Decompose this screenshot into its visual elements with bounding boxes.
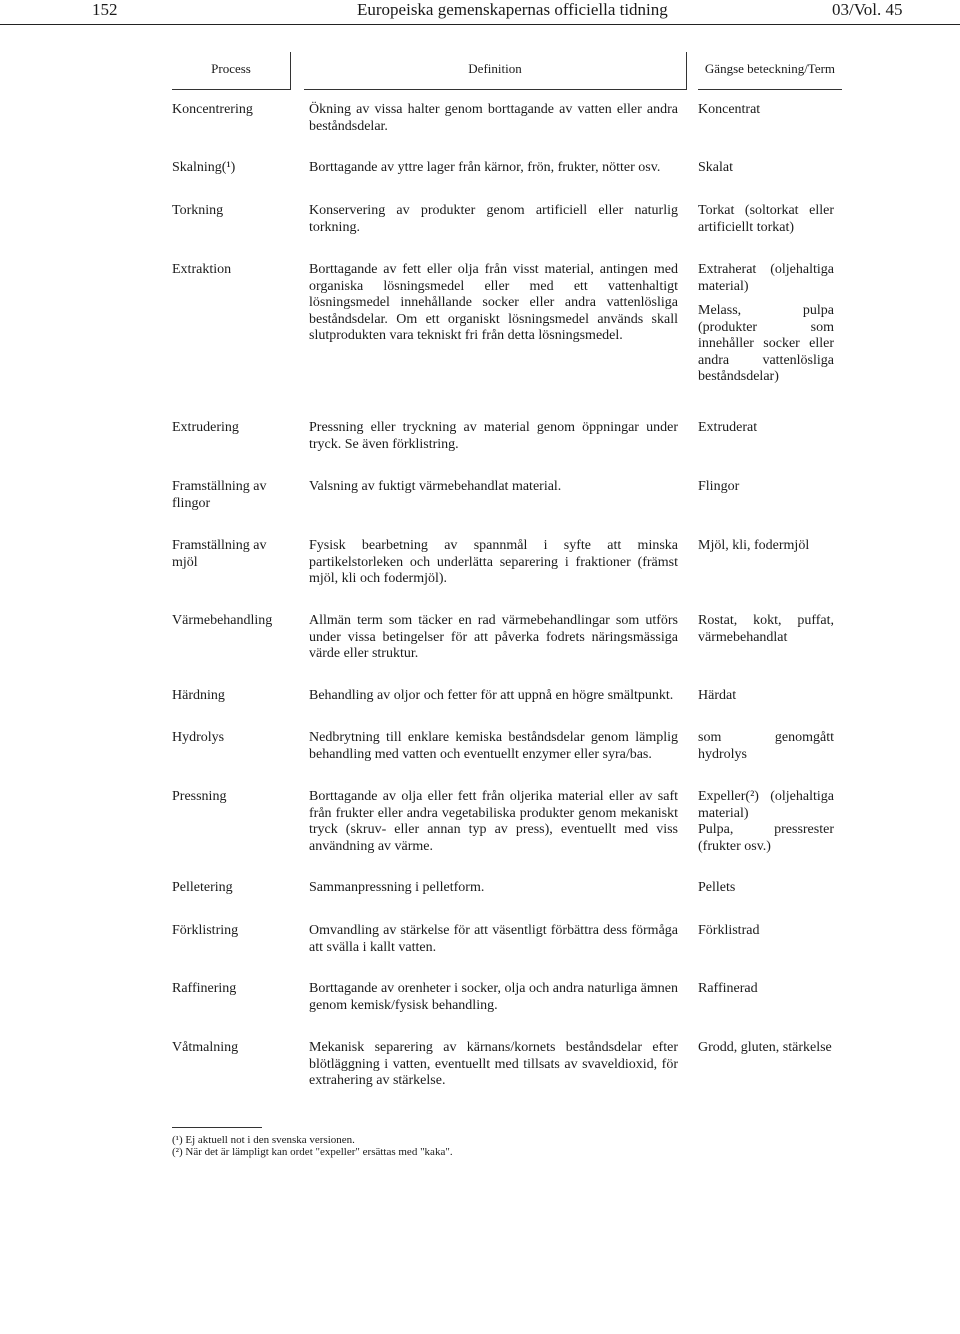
process-cell: Pressning: [172, 789, 227, 804]
column-header-term: Gängse beteckning/Term: [698, 52, 842, 90]
process-cell: Förklistring: [172, 923, 239, 938]
process-cell: Raffinering: [172, 981, 237, 996]
definition-cell: Valsning av fuktigt värmebehandlat material.: [309, 479, 562, 494]
column-divider: [686, 52, 687, 90]
footnote-rule: [172, 1127, 262, 1128]
term-cell: Koncentrat: [698, 102, 761, 117]
definition-cell: Nedbrytning till enklare kemiska beståndsdelar genom lämplig behandling med vatten och eventuellt enzymer eller syra/bas.: [309, 730, 678, 762]
definition-cell: Behandling av oljor och fetter för att uppnå en högre smältpunkt.: [309, 688, 674, 703]
header-rule: [0, 24, 960, 25]
definition-cell: Fysisk bearbetning av spannmål i syfte att minska partikelstorleken och underlätta separering i fraktioner (främst mjöl, kli och fodermjöl).: [309, 538, 678, 586]
term-cell: Expeller(²) (oljehaltiga material): [698, 789, 834, 821]
term-cell: Raffinerad: [698, 981, 758, 996]
page-number: 152: [92, 0, 118, 19]
term-cell: Extraherat (oljehaltiga material): [698, 262, 834, 294]
process-cell: Extraktion: [172, 262, 232, 277]
term-cell: Härdat: [698, 688, 737, 703]
definition-cell: Borttagande av olja eller fett från oljerika material eller av saft från frukter eller andra vegetabiliska produkter genom mekaniskt tryck (skruv- eller annan typ av press), eventuellt med viss användning av värme.: [309, 789, 678, 854]
definition-cell: Borttagande av fett eller olja från visst material, antingen med organiska lösningsmedel eller med ett vattenhaltigt lösningsmedel innehållande socker eller andra vattenlösliga beståndsdelar. Om ett organiskt lösningsmedel används skall slutprodukten vara tekniskt fri från detta lösningsmedel.: [309, 262, 678, 343]
term-cell: Skalat: [698, 160, 733, 175]
column-header-process: Process: [172, 52, 290, 90]
process-cell: Torkning: [172, 203, 224, 218]
column-header-definition: Definition: [304, 52, 686, 90]
volume-label: 03/Vol. 45: [832, 0, 903, 19]
definition-cell: Pressning eller tryckning av material genom öppningar under tryck. Se även förklistring.: [309, 420, 678, 452]
page-header: [0, 0, 960, 22]
process-cell: Våtmalning: [172, 1040, 239, 1055]
process-cell: Pelletering: [172, 880, 233, 895]
process-cell: Hydrolys: [172, 730, 225, 745]
term-cell: som genomgått hydrolys: [698, 730, 834, 762]
process-cell: Värmebehandling: [172, 613, 273, 628]
term-cell: Extruderat: [698, 420, 758, 435]
term-cell: Melass, pulpa (produkter som innehåller socker eller andra vattenlösliga beståndsdelar): [698, 303, 834, 384]
term-cell: Pellets: [698, 880, 736, 895]
definition-cell: Borttagande av yttre lager från kärnor, frön, frukter, nötter osv.: [309, 160, 661, 175]
definition-cell: Sammanpressning i pelletform.: [309, 880, 485, 895]
definition-cell: Borttagande av orenheter i socker, olja och andra naturliga ämnen genom kemisk/fysisk behandling.: [309, 981, 678, 1013]
term-cell: Mjöl, kli, fodermjöl: [698, 538, 810, 553]
term-cell: Förklistrad: [698, 923, 760, 938]
term-cell: Grodd, gluten, stärkelse: [698, 1040, 832, 1055]
definition-cell: Mekanisk separering av kärnans/kornets beståndsdelar efter blötläggning i vatten, eventuellt med tillsats av svaveldioxid, för extrahering av stärkelse.: [309, 1040, 678, 1088]
term-cell: Rostat, kokt, puffat, värmebehandlat: [698, 613, 834, 645]
journal-title: Europeiska gemenskapernas officiella tidning: [357, 0, 668, 19]
process-cell: Koncentrering: [172, 102, 253, 117]
term-cell: Flingor: [698, 479, 740, 494]
definition-cell: Allmän term som täcker en rad värmebehandlingar som utförs under vissa betingelser för att påverka fodrets näringsmässiga värde eller struktur.: [309, 613, 678, 661]
term-cell: Pulpa, pressrester (frukter osv.): [698, 822, 834, 854]
definition-cell: Omvandling av stärkelse för att väsentligt förbättra dess förmåga att svälla i kallt vatten.: [309, 923, 678, 955]
process-cell: Framställning av mjöl: [172, 538, 267, 570]
definition-cell: Ökning av vissa halter genom borttagande av vatten eller andra beståndsdelar.: [309, 102, 678, 134]
process-cell: Skalning(¹): [172, 160, 236, 175]
process-cell: Extrudering: [172, 420, 239, 435]
footnote-1: (¹) Ej aktuell not i den svenska versionen.: [172, 1134, 355, 1146]
footnote-2: (²) När det är lämpligt kan ordet "expeller" ersättas med "kaka".: [172, 1146, 453, 1158]
term-cell: Torkat (soltorkat eller artificiellt torkat): [698, 203, 834, 235]
process-cell: Härdning: [172, 688, 225, 703]
column-divider: [290, 52, 291, 90]
definition-cell: Konservering av produkter genom artificiell eller naturlig torkning.: [309, 203, 678, 235]
process-cell: Framställning av flingor: [172, 479, 267, 511]
